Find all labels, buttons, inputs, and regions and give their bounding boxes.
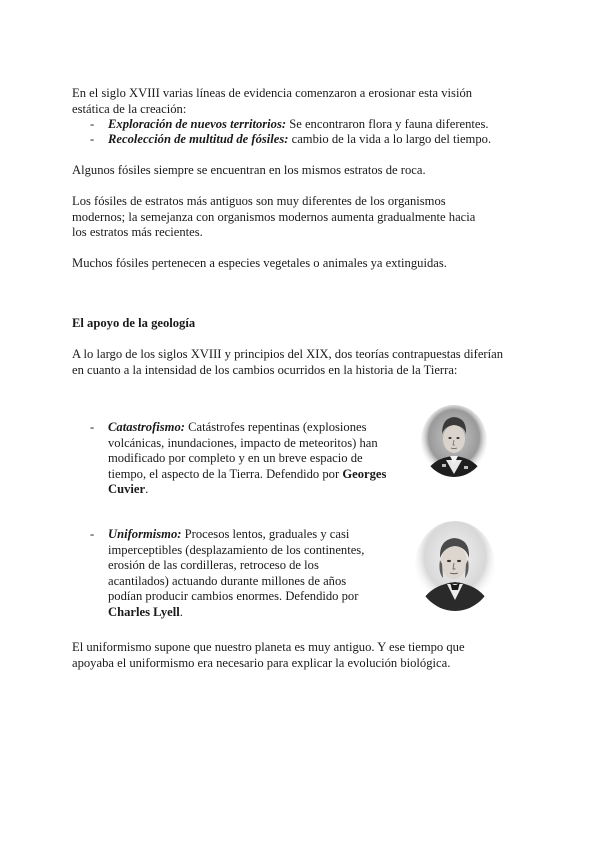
bullet-dash: -	[90, 420, 95, 434]
uniformismo-end: .	[179, 604, 183, 619]
old-strata-line-3: los estratos más recientes.	[72, 225, 203, 239]
lyell-portrait-image	[414, 520, 496, 612]
cuvier-name-last: Cuvier	[108, 482, 146, 496]
uniformismo-line-5: podían producir cambios enormes. Defendido por	[108, 589, 359, 603]
bullet-dash: -	[90, 527, 95, 541]
old-strata-line-2: modernos; la semejanza con organismos modernos aumenta gradualmente hacia	[72, 209, 476, 224]
old-strata-line-1: Los fósiles de estratos más antiguos son muy diferentes de los organismos	[72, 194, 446, 208]
extinct-paragraph: Muchos fósiles pertenecen a especies vegetales o animales ya extinguidas.	[72, 256, 447, 270]
cuvier-portrait-image	[420, 404, 488, 478]
theories-line-2: en cuanto a la intensidad de los cambios ocurridos en la historia de la Tierra:	[72, 362, 458, 377]
term-catastrofismo: Catastrofismo:	[108, 420, 185, 434]
catastrofismo-line-4: tiempo, el aspecto de la Tierra. Defendido por	[108, 466, 343, 481]
uniformismo-line-4: acantilados) actuando durante millones de años	[108, 573, 347, 588]
lyell-name: Charles Lyell	[108, 604, 180, 619]
term-recoleccion: Recolección de multitud de fósiles:	[108, 132, 289, 146]
bullet-dash: -	[90, 117, 95, 131]
final-line-2: apoyaba el uniformismo era necesario para explicar la evolución biológica.	[72, 655, 451, 670]
text-recoleccion: cambio de la vida a lo largo del tiempo.	[288, 132, 492, 146]
text-exploracion: Se encontraron flora y fauna diferentes.	[286, 117, 489, 131]
cuvier-portrait	[420, 404, 488, 478]
catastrofismo-line-1: Catástrofes repentinas (explosiones	[184, 420, 367, 434]
list-item-recoleccion	[90, 132, 492, 148]
section-heading: El apoyo de la geología	[72, 316, 196, 330]
final-line-1: El uniformismo supone que nuestro planeta es muy antiguo. Y ese tiempo que	[72, 640, 465, 654]
intro-line-2: estática de la creación:	[72, 101, 187, 116]
catastrofismo-end: .	[145, 482, 149, 496]
catastrofismo-line-3: modificado por completo y en un breve espacio de	[108, 451, 363, 465]
intro-line-1: En el siglo XVIII varias líneas de evidencia comenzaron a erosionar esta visión	[72, 86, 473, 100]
lyell-portrait	[414, 520, 496, 612]
final-paragraph	[72, 640, 542, 671]
uniformismo-line-2: imperceptibles (desplazamiento de los continentes,	[108, 542, 365, 557]
term-exploracion: Exploración de nuevos territorios:	[108, 117, 287, 131]
uniformismo-line-1: Procesos lentos, graduales y casi	[181, 527, 350, 541]
term-uniformismo: Uniformismo:	[108, 527, 182, 541]
cuvier-name-first: Georges	[342, 466, 387, 481]
bullet-dash: -	[90, 132, 95, 146]
intro-paragraph	[72, 86, 532, 117]
list-item-catastrofismo	[90, 420, 408, 498]
list-item-uniformismo	[90, 527, 408, 620]
strata-paragraph: Algunos fósiles siempre se encuentran en los mismos estratos de roca.	[72, 163, 426, 177]
uniformismo-line-3: erosión de las cordilleras, retroceso de los	[108, 558, 319, 572]
catastrofismo-line-2: volcánicas, inundaciones, impacto de meteoritos) han	[108, 435, 378, 450]
list-item-exploracion	[90, 117, 489, 133]
theories-paragraph	[72, 347, 542, 378]
theories-line-1: A lo largo de los siglos XVIII y principios del XIX, dos teorías contrapuestas diferían	[72, 347, 504, 361]
old-strata-paragraph	[72, 194, 532, 241]
